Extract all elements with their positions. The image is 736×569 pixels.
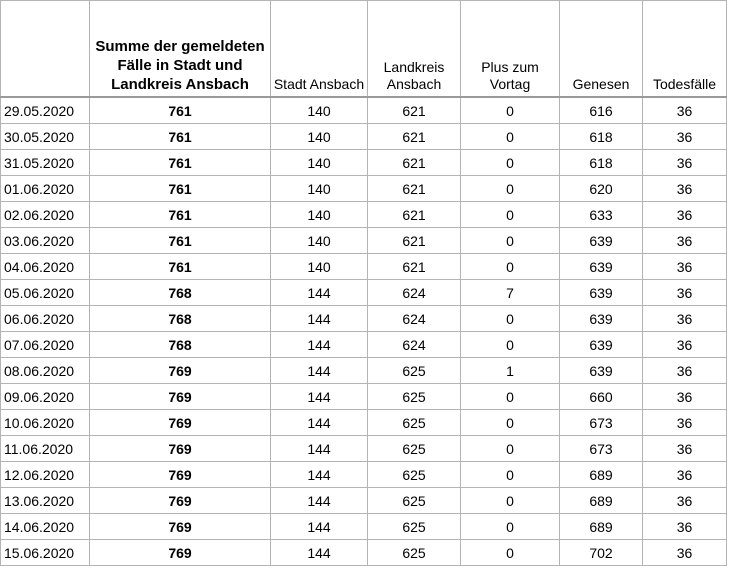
cell-total-cases: 761 [90, 150, 271, 176]
table-row [1, 540, 727, 566]
cell-plus-previous-day: 0 [461, 462, 560, 488]
cell-total-cases: 769 [90, 436, 271, 462]
cell-plus-previous-day: 0 [461, 514, 560, 540]
cell-plus-previous-day: 0 [461, 436, 560, 462]
cell-recovered: 689 [560, 462, 643, 488]
table-row [1, 410, 727, 436]
cell-recovered: 689 [560, 488, 643, 514]
cell-deaths: 36 [643, 488, 727, 514]
cell-deaths: 36 [643, 150, 727, 176]
cell-total-cases: 769 [90, 384, 271, 410]
cell-district: 621 [368, 124, 461, 150]
cell-plus-previous-day: 0 [461, 306, 560, 332]
cell-city: 140 [271, 202, 368, 228]
cell-date: 09.06.2020 [1, 384, 90, 410]
cell-city: 144 [271, 280, 368, 306]
cell-recovered: 673 [560, 410, 643, 436]
table-row [1, 384, 727, 410]
cell-deaths: 36 [643, 410, 727, 436]
cell-deaths: 36 [643, 228, 727, 254]
cell-deaths: 36 [643, 332, 727, 358]
cell-city: 144 [271, 358, 368, 384]
table-row [1, 124, 727, 150]
cell-plus-previous-day: 0 [461, 384, 560, 410]
cell-total-cases: 769 [90, 462, 271, 488]
cell-district: 621 [368, 97, 461, 124]
cell-total-cases: 768 [90, 280, 271, 306]
cell-deaths: 36 [643, 358, 727, 384]
table-row [1, 254, 727, 280]
cell-plus-previous-day: 0 [461, 150, 560, 176]
cell-date: 12.06.2020 [1, 462, 90, 488]
cell-city: 140 [271, 124, 368, 150]
cell-total-cases: 769 [90, 540, 271, 566]
cell-deaths: 36 [643, 97, 727, 124]
cell-plus-previous-day: 1 [461, 358, 560, 384]
cell-total-cases: 768 [90, 332, 271, 358]
cell-plus-previous-day: 0 [461, 540, 560, 566]
cell-recovered: 639 [560, 280, 643, 306]
cell-district: 625 [368, 514, 461, 540]
cell-plus-previous-day: 0 [461, 97, 560, 124]
cell-recovered: 639 [560, 254, 643, 280]
cell-recovered: 639 [560, 358, 643, 384]
table-row [1, 97, 727, 124]
cell-recovered: 673 [560, 436, 643, 462]
cell-deaths: 36 [643, 176, 727, 202]
table-row [1, 514, 727, 540]
cell-city: 144 [271, 462, 368, 488]
cell-plus-previous-day: 0 [461, 202, 560, 228]
cell-date: 15.06.2020 [1, 540, 90, 566]
cell-city: 144 [271, 488, 368, 514]
cell-recovered: 639 [560, 306, 643, 332]
cell-district: 624 [368, 306, 461, 332]
cell-recovered: 660 [560, 384, 643, 410]
cell-district: 625 [368, 384, 461, 410]
cell-total-cases: 769 [90, 410, 271, 436]
cell-deaths: 36 [643, 514, 727, 540]
table-row [1, 228, 727, 254]
cell-recovered: 620 [560, 176, 643, 202]
cell-total-cases: 761 [90, 254, 271, 280]
cell-total-cases: 769 [90, 514, 271, 540]
cell-district: 621 [368, 202, 461, 228]
cell-plus-previous-day: 0 [461, 176, 560, 202]
table-header [1, 1, 727, 98]
cell-district: 621 [368, 254, 461, 280]
cell-total-cases: 761 [90, 124, 271, 150]
cell-deaths: 36 [643, 306, 727, 332]
cell-recovered: 689 [560, 514, 643, 540]
table-row [1, 462, 727, 488]
cell-city: 140 [271, 97, 368, 124]
cell-date: 05.06.2020 [1, 280, 90, 306]
cell-total-cases: 761 [90, 228, 271, 254]
cell-date: 06.06.2020 [1, 306, 90, 332]
cell-date: 01.06.2020 [1, 176, 90, 202]
cell-recovered: 702 [560, 540, 643, 566]
cell-total-cases: 761 [90, 97, 271, 124]
cell-deaths: 36 [643, 384, 727, 410]
header-recovered: Genesen [560, 1, 643, 98]
cell-district: 624 [368, 332, 461, 358]
cell-date: 31.05.2020 [1, 150, 90, 176]
cell-deaths: 36 [643, 202, 727, 228]
cell-recovered: 633 [560, 202, 643, 228]
cell-recovered: 639 [560, 228, 643, 254]
cell-date: 04.06.2020 [1, 254, 90, 280]
cell-deaths: 36 [643, 462, 727, 488]
cell-district: 625 [368, 540, 461, 566]
cell-date: 03.06.2020 [1, 228, 90, 254]
cell-date: 29.05.2020 [1, 97, 90, 124]
table-row [1, 150, 727, 176]
table-row [1, 358, 727, 384]
cell-date: 14.06.2020 [1, 514, 90, 540]
cell-plus-previous-day: 0 [461, 332, 560, 358]
table-row [1, 436, 727, 462]
header-total-cases: Summe der gemeldeten Fälle in Stadt und Landkreis Ansbach [90, 1, 271, 98]
table-body [1, 97, 727, 566]
cell-total-cases: 769 [90, 358, 271, 384]
cell-deaths: 36 [643, 280, 727, 306]
cell-district: 621 [368, 228, 461, 254]
cell-district: 625 [368, 410, 461, 436]
table-row [1, 332, 727, 358]
cell-plus-previous-day: 0 [461, 254, 560, 280]
cell-date: 02.06.2020 [1, 202, 90, 228]
header-plus-previous-day: Plus zum Vortag [461, 1, 560, 98]
cell-recovered: 639 [560, 332, 643, 358]
cell-date: 11.06.2020 [1, 436, 90, 462]
cell-city: 140 [271, 228, 368, 254]
header-city: Stadt Ansbach [271, 1, 368, 98]
cell-city: 140 [271, 150, 368, 176]
cell-district: 625 [368, 462, 461, 488]
cell-total-cases: 769 [90, 488, 271, 514]
cell-district: 624 [368, 280, 461, 306]
cell-total-cases: 761 [90, 176, 271, 202]
header-row [1, 1, 727, 98]
cell-date: 13.06.2020 [1, 488, 90, 514]
cell-plus-previous-day: 0 [461, 124, 560, 150]
cell-recovered: 618 [560, 150, 643, 176]
table-row [1, 176, 727, 202]
cell-date: 07.06.2020 [1, 332, 90, 358]
cell-city: 144 [271, 332, 368, 358]
cell-total-cases: 768 [90, 306, 271, 332]
cell-plus-previous-day: 0 [461, 488, 560, 514]
table-row [1, 306, 727, 332]
cell-district: 625 [368, 488, 461, 514]
cell-plus-previous-day: 7 [461, 280, 560, 306]
cell-recovered: 616 [560, 97, 643, 124]
table-row [1, 280, 727, 306]
cell-city: 144 [271, 410, 368, 436]
cell-city: 144 [271, 436, 368, 462]
cell-district: 621 [368, 176, 461, 202]
cell-deaths: 36 [643, 124, 727, 150]
header-district: Landkreis Ansbach [368, 1, 461, 98]
cell-city: 144 [271, 540, 368, 566]
cell-recovered: 618 [560, 124, 643, 150]
cell-deaths: 36 [643, 540, 727, 566]
cell-deaths: 36 [643, 254, 727, 280]
cell-deaths: 36 [643, 436, 727, 462]
cell-city: 140 [271, 254, 368, 280]
cell-district: 621 [368, 150, 461, 176]
header-date [1, 1, 90, 98]
cell-date: 08.06.2020 [1, 358, 90, 384]
table-row [1, 488, 727, 514]
cell-city: 140 [271, 176, 368, 202]
table-row [1, 202, 727, 228]
cell-city: 144 [271, 384, 368, 410]
cell-plus-previous-day: 0 [461, 228, 560, 254]
cell-plus-previous-day: 0 [461, 410, 560, 436]
header-deaths: Todesfälle [643, 1, 727, 98]
cell-district: 625 [368, 358, 461, 384]
cell-district: 625 [368, 436, 461, 462]
cell-total-cases: 761 [90, 202, 271, 228]
cell-city: 144 [271, 306, 368, 332]
cell-city: 144 [271, 514, 368, 540]
cell-date: 30.05.2020 [1, 124, 90, 150]
cell-date: 10.06.2020 [1, 410, 90, 436]
